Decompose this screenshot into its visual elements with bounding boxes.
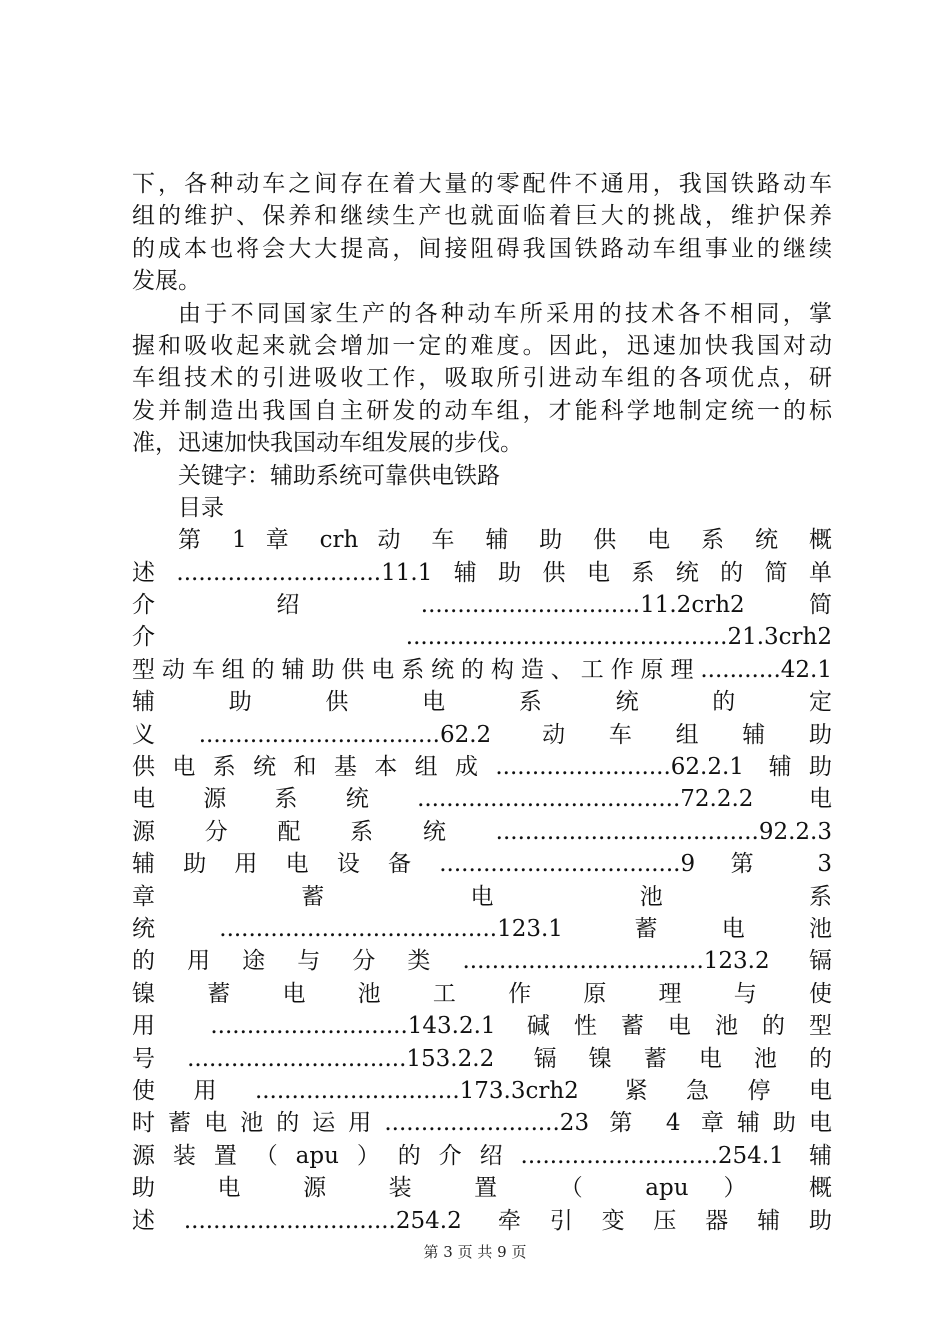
text-line: 义.................................62.2 动车组辅助 (132, 721, 832, 748)
text-line: 号..............................153.2.2 镉镍蓄电池的 (132, 1045, 832, 1072)
text-line: 由于不同国家生产的各种动车所采用的技术各不相同，掌 (178, 300, 832, 327)
text-line: 车组技术的引进吸收工作，吸取所引进动车组的各项优点，研 (132, 365, 832, 392)
text-line: 使用............................173.3crh2 紧急停电 (132, 1077, 832, 1104)
text-line: 源分配系统....................................92.2.3 (132, 818, 832, 845)
body-text (132, 168, 832, 1237)
text-line: 统......................................123.1 蓄电池 (132, 915, 832, 942)
text-line: 辅助用电设备.................................9 第 3 (132, 851, 832, 878)
text-line: 准，迅速加快我国动车组发展的步伐。 (132, 430, 523, 457)
text-line: 的用途与分类.................................123.2 镉 (132, 948, 832, 975)
text-line: 握和吸收起来就会增加一定的难度。因此，迅速加快我国对动 (132, 332, 832, 359)
text-line: 电源系统....................................72.2.2 电 (132, 786, 832, 813)
text-line: 时蓄电池的运用........................23 第 4 章辅助电 (132, 1110, 832, 1137)
text-line: 供电系统和基本组成........................62.2.1 辅助 (132, 754, 832, 781)
text-line: 型动车组的辅助供电系统的构造、工作原理...........42.1 (132, 656, 832, 683)
text-line: 发展。 (132, 268, 201, 295)
text-line: 第 1 章 crh 动 车 辅 助 供 电 系 统 概 (178, 527, 832, 554)
text-line: 目录 (178, 494, 224, 521)
text-line: 介 绍 ..............................11.2crh2 简 (132, 592, 832, 619)
text-line: 组的维护、保养和继续生产也就面临着巨大的挑战，维护保养 (132, 203, 832, 230)
text-line: 辅 助 供 电 系 统 的 定 (132, 689, 832, 716)
text-line: 助 电 源 装 置 （ apu ） 概 (132, 1175, 832, 1202)
text-line: 下，各种动车之间存在着大量的零配件不通用，我国铁路动车 (132, 171, 832, 197)
page-footer: 第 3 页 共 9 页 (423, 1243, 527, 1261)
text-line: 源装置（apu）的介绍...........................254.1 辅 (132, 1142, 832, 1169)
text-line: 关键字：辅助系统可靠供电铁路 (178, 462, 500, 489)
text-line: 镍 蓄 电 池 工 作 原 理 与 使 (132, 980, 832, 1007)
text-line: 介............................................21.3crh2 (132, 624, 832, 651)
text-line: 述............................11.1辅助供电系统的简单 (132, 559, 832, 586)
text-line: 述.............................254.2 牵引变压器辅助 (132, 1207, 832, 1234)
text-line: 的成本也将会大大提高，间接阻碍我国铁路动车组事业的继续 (132, 235, 832, 262)
text-line: 章 蓄 电 池 系 (132, 883, 832, 910)
text-line: 发并制造出我国自主研发的动车组，才能科学地制定统一的标 (132, 397, 832, 424)
text-line: 用 ...........................143.2.1 碱性蓄电池的型 (132, 1013, 832, 1040)
